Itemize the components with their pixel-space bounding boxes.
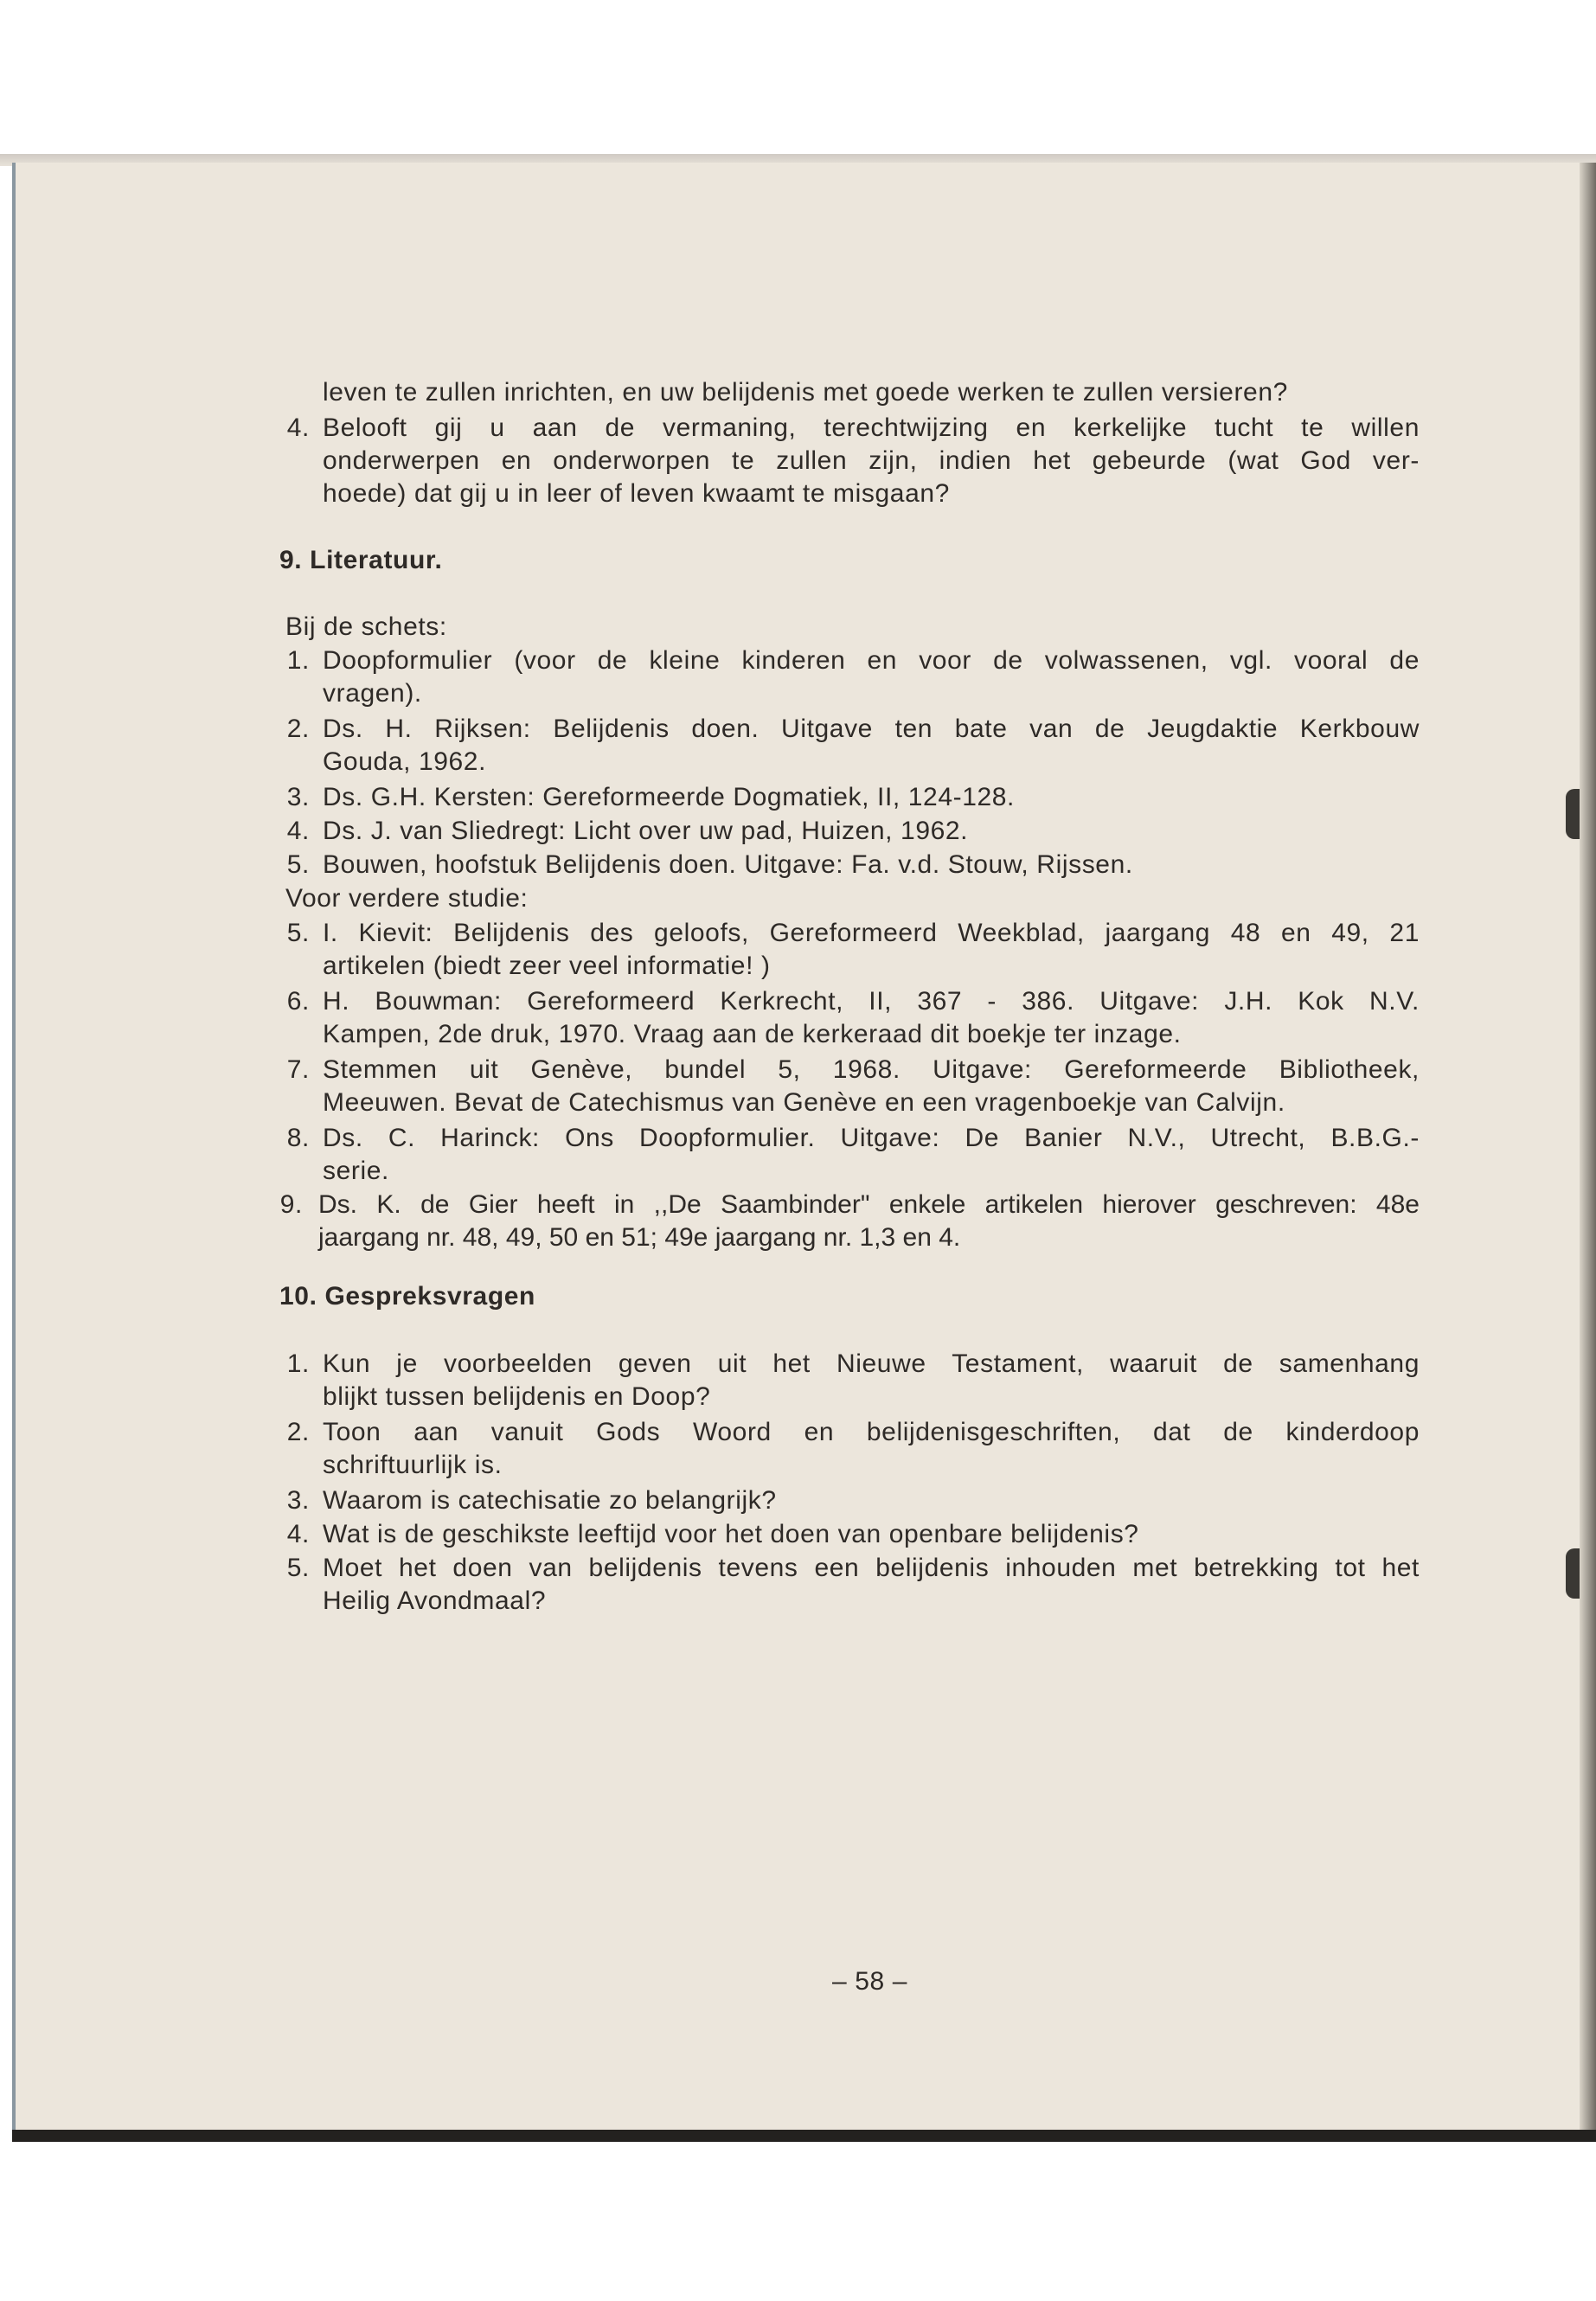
question-line: blijkt tussen belijdenis en Doop? <box>323 1382 711 1411</box>
question-number: 4. <box>286 413 310 442</box>
question-number: 1. <box>286 1349 310 1378</box>
question-line: Moet het doen van belijdenis tevens een belijdenis inhouden met betrekking tot het <box>323 1554 1420 1582</box>
list-item: Ds. G.H. Kersten: Gereformeerde Dogmatiek, II, 124-128. <box>323 783 1015 811</box>
question-line: Heilig Avondmaal? <box>323 1586 547 1615</box>
section-heading: 10. Gespreksvragen <box>279 1282 535 1311</box>
question-line: Kun je voorbeelden geven uit het Nieuwe Testament, waaruit de samenhang <box>323 1349 1420 1378</box>
list-item: Kampen, 2de druk, 1970. Vraag aan de kerkeraad dit boekje ter inzage. <box>323 1020 1182 1048</box>
list-item-number: 6. <box>286 987 310 1016</box>
list-item: Ds. H. Rijksen: Belijdenis doen. Uitgave ten bate van de Jeugdaktie Kerkbouw <box>323 715 1420 743</box>
section-heading: 9. Literatuur. <box>279 546 443 574</box>
question-number: 2. <box>286 1418 310 1446</box>
list-item-number: 3. <box>286 783 310 811</box>
list-item: serie. <box>323 1157 389 1185</box>
question-line: hoede) dat gij u in leer of leven kwaamt te misgaan? <box>323 479 950 508</box>
list-item: Stemmen uit Genève, bundel 5, 1968. Uitgave: Gereformeerde Bibliotheek, <box>323 1055 1420 1084</box>
page-number: – 58 – <box>832 1967 908 1996</box>
list-item: Doopformulier (voor de kleine kinderen en voor de volwassenen, vgl. vooral de <box>323 646 1420 675</box>
list-item: Meeuwen. Bevat de Catechismus van Genève en een vragenboekje van Calvijn. <box>323 1088 1285 1117</box>
question-line: Wat is de geschikste leeftijd voor het doen van openbare belijdenis? <box>323 1520 1139 1548</box>
intro-line: leven te zullen inrichten, en uw belijdenis met goede werken te zullen versieren? <box>323 378 1288 407</box>
question-line: Belooft gij u aan de vermaning, terechtwijzing en kerkelijke tucht te willen <box>323 413 1420 442</box>
question-line: schriftuurlijk is. <box>323 1451 503 1479</box>
list-item: jaargang nr. 48, 49, 50 en 51; 49e jaargang nr. 1,3 en 4. <box>318 1223 961 1252</box>
list-item: Gouda, 1962. <box>323 747 487 776</box>
list-item-number: 1. <box>286 646 310 675</box>
subheading: Bij de schets: <box>285 612 447 641</box>
list-item: Ds. C. Harinck: Ons Doopformulier. Uitgave: De Banier N.V., Utrecht, B.B.G.- <box>323 1124 1420 1152</box>
question-line: onderwerpen en onderworpen te zullen zijn, indien het gebeurde (wat God ver- <box>323 446 1420 475</box>
list-item: vragen). <box>323 679 422 708</box>
list-item: artikelen (biedt zeer veel informatie! ) <box>323 952 771 980</box>
list-item: Bouwen, hoofstuk Belijdenis doen. Uitgave: Fa. v.d. Stouw, Rijssen. <box>323 850 1133 879</box>
list-item-number: 7. <box>286 1055 310 1084</box>
list-item-number: 2. <box>286 715 310 743</box>
list-item: I. Kievit: Belijdenis des geloofs, Gereformeerd Weekblad, jaargang 48 en 49, 21 <box>323 919 1420 947</box>
list-item: Ds. K. de Gier heeft in ,,De Saambinder" enkele artikelen hierover geschreven: 48e <box>318 1190 1420 1219</box>
question-number: 4. <box>286 1520 310 1548</box>
question-line: Toon aan vanuit Gods Woord en belijdenisgeschriften, dat de kinderdoop <box>323 1418 1420 1446</box>
list-item: H. Bouwman: Gereformeerd Kerkrecht, II, 367 - 386. Uitgave: J.H. Kok N.V. <box>323 987 1420 1016</box>
list-item-number: 5. <box>286 919 310 947</box>
question-number: 5. <box>286 1554 310 1582</box>
subheading: Voor verdere studie: <box>285 884 529 913</box>
list-item-number: 4. <box>286 817 310 845</box>
question-line: Waarom is catechisatie zo belangrijk? <box>323 1486 777 1515</box>
list-item-number: 5. <box>286 850 310 879</box>
list-item-number: 9. <box>279 1190 303 1219</box>
list-item: Ds. J. van Sliedregt: Licht over uw pad, Huizen, 1962. <box>323 817 969 845</box>
question-number: 3. <box>286 1486 310 1515</box>
list-item-number: 8. <box>286 1124 310 1152</box>
